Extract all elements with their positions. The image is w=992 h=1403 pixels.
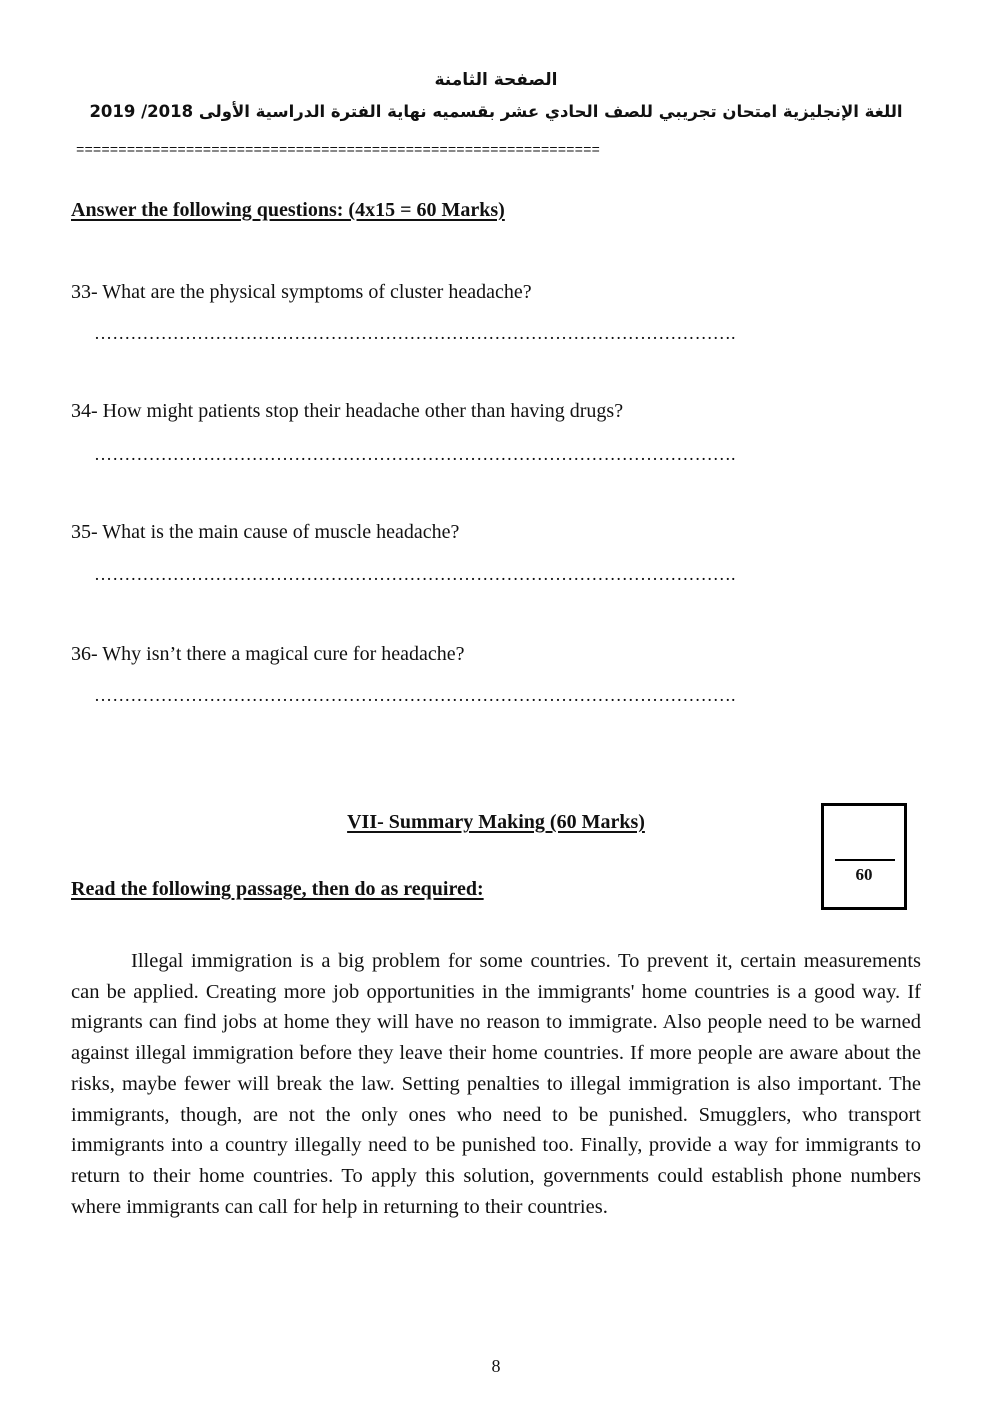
answer-line-33[interactable]: ……………………………………………………………………………………………. [94, 323, 736, 343]
answer-line-34[interactable]: ……………………………………………………………………………………………. [94, 444, 736, 464]
page-label-arabic: الصفحة الثامنة [434, 70, 558, 90]
page-number: 8 [491, 1356, 501, 1376]
answer-line-35[interactable]: ……………………………………………………………………………………………. [94, 564, 736, 584]
marks-divider [835, 859, 895, 861]
exam-title-arabic: اللغة الإنجليزية امتحان تجريبي للصف الحادي عشر بقسميه نهاية الفترة الدراسية الأولى 2018/ 2019 [89, 102, 903, 121]
summary-passage: Illegal immigration is a big problem for some countries. To prevent it, certain measurements can be applied. Creating more job opportunities in the immigrants' home countries is a good way. If migrants can find jobs at home they will have no reason to immigrate. Also people need to be warned against illegal immigration before they leave their home countries. If more people are aware about the risks, maybe fewer will break the law. Setting penalties to illegal immigration is also important. The immigrants, though, are not the only ones who need to be punished. Smugglers, who transport immigrants into a country illegally need to be punished too. Finally, provide a way for immigrants to return to their home countries. To apply this solution, governments could establish phone numbers where immigrants can call for help in returning to their countries. [71, 950, 921, 1218]
marks-box [821, 803, 907, 910]
marks-total: 60 [855, 865, 873, 884]
header-separator: ============================================================== [76, 143, 600, 159]
question-34: 34- How might patients stop their headache other than having drugs? [71, 400, 624, 422]
questions-heading: Answer the following questions: (4x15 = 60 Marks) [71, 199, 505, 221]
summary-section-title: VII- Summary Making (60 Marks) [347, 811, 645, 833]
summary-instruction: Read the following passage, then do as required: [71, 878, 484, 900]
question-36: 36- Why isn’t there a magical cure for headache? [71, 643, 465, 665]
question-33: 33- What are the physical symptoms of cluster headache? [71, 281, 532, 303]
answer-line-36[interactable]: ……………………………………………………………………………………………. [94, 685, 736, 705]
question-35: 35- What is the main cause of muscle headache? [71, 521, 460, 543]
